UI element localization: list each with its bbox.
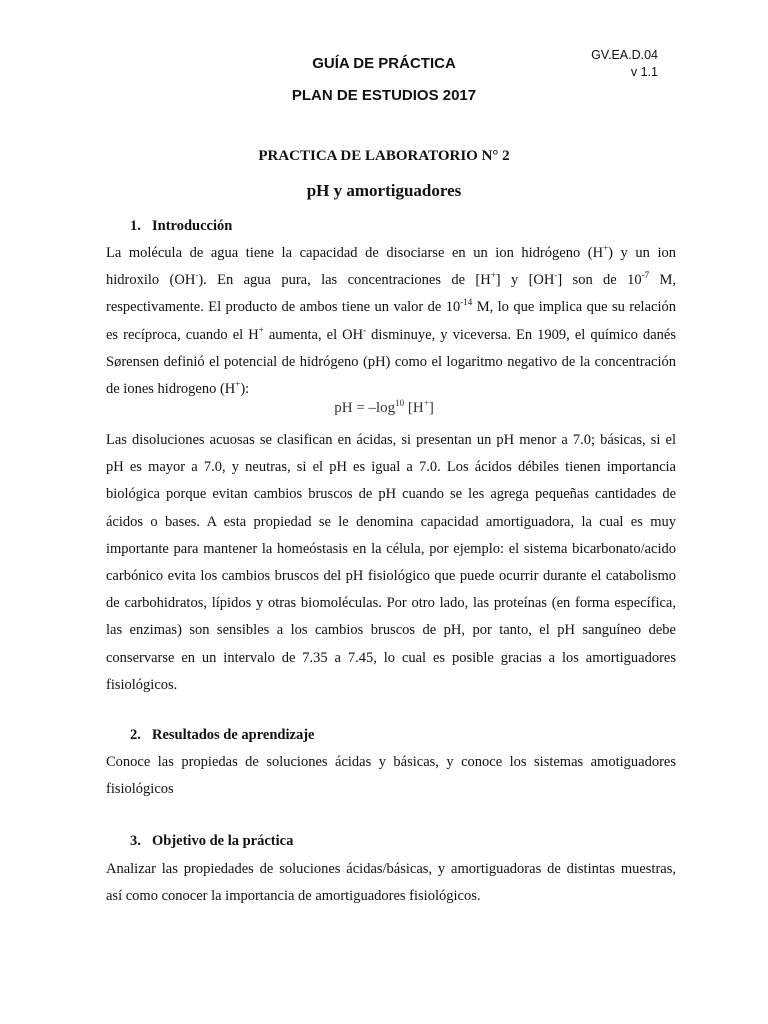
learning-outcomes-paragraph — [106, 749, 676, 803]
guide-title: GUÍA DE PRÁCTICA — [312, 55, 456, 72]
subject-title: pH y amortiguadores — [306, 181, 462, 200]
paragraph-line: Las disoluciones acuosas se clasifican en ácidas, si presentan un pH menor a 7.0; básicas, si el — [106, 432, 676, 448]
paragraph-line: fisiológicos — [106, 781, 174, 798]
intro-paragraph — [106, 240, 676, 403]
section-title: Introducción — [152, 218, 233, 234]
section-heading-introduccion — [130, 218, 232, 235]
paragraph-line: Conoce las propiedas de soluciones ácidas y básicas, y conoce los sistemas amotiguadores — [106, 754, 676, 770]
section-number: 3. — [130, 833, 141, 849]
paragraph-line: carbónico evita los cambios bruscos del pH fisiológico que puede ocurrir durante el catabolismo — [106, 568, 676, 585]
paragraph-line: importante para mantener la homeóstasis en la célula, por ejemplo: el sistema bicarbonato/acido — [106, 540, 676, 557]
intro-paragraph-2 — [106, 427, 676, 699]
paragraph-line: Sørensen definió el potencial de hidrógeno (pH) como el logaritmo negativo de la concentración — [106, 353, 676, 370]
paragraph-line: La molécula de agua tiene la capacidad de disociarse en un ion hidrógeno (H+) y un ion — [106, 243, 676, 261]
paragraph-line: así como conocer la importancia de amortiguadores fisiológicos. — [106, 888, 481, 905]
paragraph-line: de carbohidratos, lípidos y otras biomoléculas. Por otro lado, las proteínas (en forma específica, — [106, 595, 676, 612]
paragraph-line: conservarse en un intervalo de 7.35 a 7.45, lo cual es posible gracias a los amortiguadores — [106, 649, 676, 666]
section-title: Objetivo de la práctica — [152, 833, 294, 849]
section-heading-objetivo — [130, 833, 293, 850]
section-number: 2. — [130, 727, 141, 743]
paragraph-line: pH es mayor a 7.0, y neutras, si el pH es igual a 7.0. Los ácidos débiles tienen importancia — [106, 459, 676, 476]
paragraph-line: biológica porque evitan cambios bruscos de pH cuando se les agrega pequeñas cantidades de — [106, 486, 676, 503]
document-version: v 1.1 — [630, 65, 658, 79]
section-title: Resultados de aprendizaje — [152, 727, 315, 743]
ph-formula: pH = $-\log^{10}$ [H+] — [334, 398, 434, 416]
paragraph-line: hidroxilo (OH-). En agua pura, las concentraciones de [H+] y [OH-] son de $10^{-7}$ M, — [106, 270, 677, 289]
lab-title: PRACTICA DE LABORATORIO N° 2 — [258, 148, 510, 164]
document-code: GV.EA.D.04 — [591, 48, 658, 62]
paragraph-line: de iones hidrogeno (H+): — [106, 379, 250, 398]
paragraph-line: fisiológicos. — [106, 676, 178, 693]
paragraph-line: respectivamente. El producto de ambos tiene un valor de $10^{-14}$ M, lo que implica que su relación — [106, 297, 676, 316]
objective-paragraph — [106, 856, 676, 910]
paragraph-line: las enzimas) son sensibles a los cambios bruscos de pH, por tanto, el pH sanguíneo debe — [106, 622, 676, 639]
paragraph-line: es recíproca, cuando el H+ aumenta, el OH- disminuye, y viceversa. En 1909, el químico danés — [106, 324, 676, 343]
section-number: 1. — [130, 218, 141, 234]
paragraph-line: Analizar las propiedades de soluciones ácidas/básicas, y amortiguadoras de distintas muestras, — [106, 861, 676, 877]
section-heading-resultados — [130, 727, 314, 744]
paragraph-line: ácidos o bases. A esta propiedad se le denomina capacidad amortiguadora, la cual es muy — [106, 513, 676, 530]
curriculum-title: PLAN DE ESTUDIOS 2017 — [291, 87, 477, 104]
